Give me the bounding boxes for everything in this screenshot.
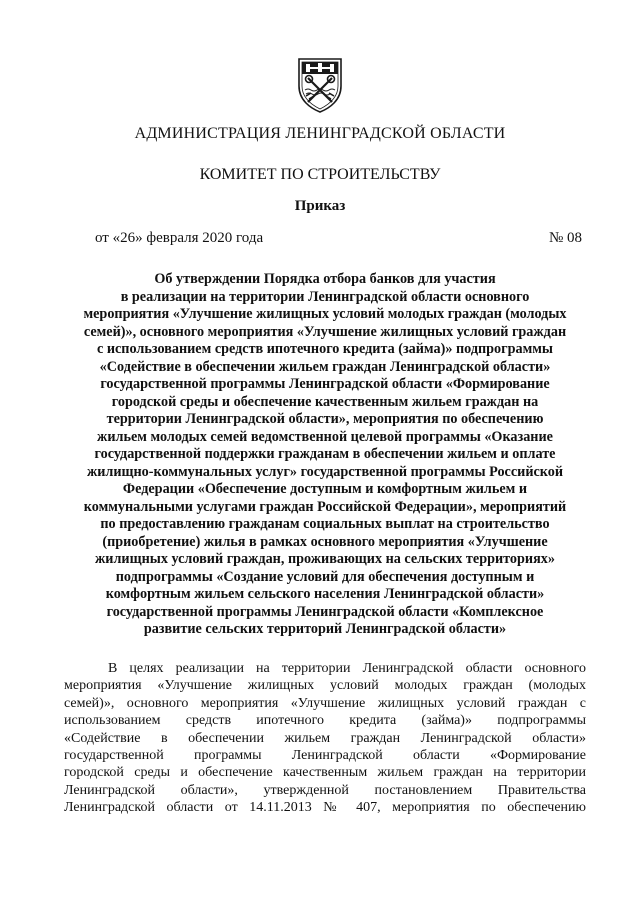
- title-line: городской среды и обеспечение качественным жильем граждан на: [111, 393, 539, 410]
- body-line: «Содействие в обеспечении жильем граждан Ленинградской области»: [64, 730, 586, 746]
- title-line: мероприятия «Улучшение жилищных условий молодых граждан (молодых: [83, 306, 567, 322]
- document-type: Приказ: [294, 198, 346, 214]
- document-number: № 08: [548, 230, 582, 246]
- body-line: использованием средств ипотечного кредита (займа)» подпрограммы: [64, 713, 586, 729]
- title-line: развитие сельских территорий Ленинградской области»: [143, 621, 507, 637]
- title-line: подпрограммы «Создание условий для обеспечения доступным и: [115, 568, 535, 585]
- title-line: коммунальными услугами граждан Российской Федерации», мероприятий: [83, 498, 567, 515]
- title-line: жильем молодых семей ведомственной целевой программы «Оказание: [97, 428, 553, 445]
- title-line: государственной программы Ленинградской области «Комплексное: [106, 603, 544, 620]
- title-line: с использованием средств ипотечного кредита (займа)» подпрограммы: [96, 341, 553, 357]
- title-line: «Содействие в обеспечении жильем граждан Ленинградской области»: [99, 358, 551, 375]
- title-line: (приобретение) жилья в рамках основного мероприятия «Улучшение: [102, 533, 548, 550]
- title-line: территории Ленинградской области», мероприятия по обеспечению: [106, 411, 544, 427]
- title-line: Федерации «Обеспечение доступным и комфортным жильем и: [122, 481, 528, 497]
- title-line: государственной программы Ленинградской области «Формирование: [100, 376, 550, 392]
- organization-name: АДМИНИСТРАЦИЯ ЛЕНИНГРАДСКОЙ ОБЛАСТИ: [134, 125, 506, 142]
- body-paragraph: [64, 660, 586, 817]
- title-line: государственной поддержки гражданам в обеспечении жильем и оплате: [94, 446, 556, 462]
- body-line: городской среды и обеспечение качественным жильем граждан на территории: [64, 765, 586, 781]
- body-line: В целях реализации на территории Ленинградской области основного: [108, 661, 586, 676]
- title-line: по предоставлению гражданам социальных выплат на строительство: [100, 516, 550, 532]
- body-line: семей)», основного мероприятия «Улучшение жилищных условий граждан с: [64, 695, 586, 711]
- title-line: жилищных условий граждан, проживающих на сельских территориях»: [95, 551, 555, 567]
- body-line: мероприятия «Улучшение жилищных условий молодых граждан (молодых: [64, 678, 586, 694]
- title-line: жилищно-коммунальных услуг» государственной программы Российской: [86, 463, 564, 480]
- title-line: семей)», основного мероприятия «Улучшение жилищных условий граждан: [83, 323, 567, 340]
- title-line: в реализации на территории Ленинградской области основного: [120, 288, 530, 305]
- body-line: Ленинградской области от 14.11.2013 № 407, мероприятия по обеспечению: [64, 800, 586, 816]
- committee-name: КОМИТЕТ ПО СТРОИТЕЛЬСТВУ: [199, 166, 441, 183]
- body-line: Ленинградской области», утвержденной постановлением Правительства: [64, 782, 586, 798]
- document-date: от «26» февраля 2020 года: [95, 230, 264, 246]
- document-title: [64, 271, 586, 639]
- body-line: государственной программы Ленинградской области «Формирование: [64, 748, 586, 764]
- title-line: Об утверждении Порядка отбора банков для участия: [154, 271, 496, 287]
- title-line: комфортным жильем сельского населения Ленинградской области»: [105, 586, 545, 602]
- coat-of-arms-icon: [296, 56, 344, 114]
